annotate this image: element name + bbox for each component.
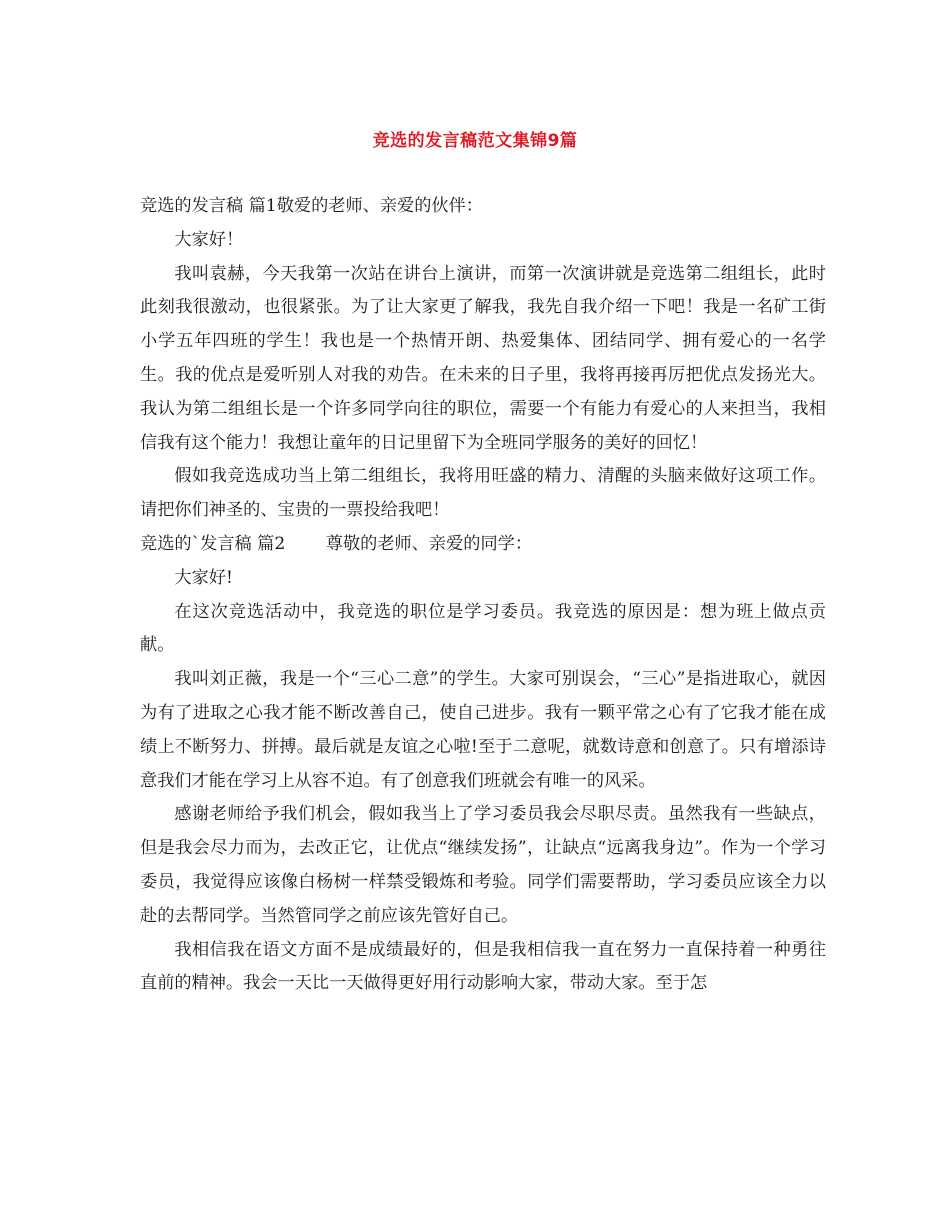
document-title: 竞选的发言稿范文集锦9篇 (372, 131, 578, 151)
paragraph-position: 在这次竞选活动中，我竞选的职位是学习委员。我竞选的原因是：想为班上做点贡献。 (140, 601, 826, 656)
paragraph-self-introduction: 我叫袁赫，今天我第一次站在讲台上演讲，而第一次演讲就是竞选第二组组长，此时此刻我很激动，也很紧张。为了让大家更了解我，我先自我介绍一下吧！我是一名矿工街小学五年四班的学生！我也是一个热情开朗、热爱集体、团结同学、拥有爱心的一名学生。我的优点是爱听别人对我的劝告。在未来的日子里，我将再接再厉把优点发扬光大。我认为第二组组长是一个许多同学向往的职位，需要一个有能力有爱心的人来担当，我相信我有这个能力！我想让童年的日记里留下为全班同学服务的美好的回忆！ (140, 263, 826, 453)
paragraph-closing-1: 假如我竞选成功当上第二组组长，我将用旺盛的精力、清醒的头脑来做好这项工作。请把你们神圣的、宝贵的一票投给我吧！ (140, 466, 826, 521)
paragraph-three-hearts: 我叫刘正薇，我是一个“三心二意”的学生。大家可别误会，“三心”是指进取心，就因为有了进取之心我才能不断改善自己，使自己进步。我有一颗平常之心有了它我才能在成绩上不断努力、拼搏。最后就是友谊之心啦!至于二意呢，就数诗意和创意了。只有增添诗意我们才能在学习上从容不迫。有了创意我们班就会有唯一的风采。 (140, 669, 826, 791)
paragraph-greeting-1: 大家好！ (174, 229, 244, 250)
section-heading-2: 竞选的`发言稿 篇2 尊敬的老师、亲爱的同学： (140, 533, 533, 554)
paragraph-greeting-2: 大家好! (174, 567, 233, 588)
paragraph-confidence: 我相信我在语文方面不是成绩最好的，但是我相信我一直在努力一直保持着一种勇往直前的精神。我会一天比一天做得更好用行动影响大家，带动大家。至于怎 (140, 939, 826, 994)
paragraph-thanks: 感谢老师给予我们机会，假如我当上了学习委员我会尽职尽责。虽然我有一些缺点，但是我会尽力而为，去改正它，让优点“继续发扬”，让缺点“远离我身边”。作为一个学习委员，我觉得应该像白杨树一样禁受锻炼和考验。同学们需要帮助，学习委员应该全力以赴的去帮同学。当然管同学之前应该先管好自己。 (140, 804, 826, 926)
document-body (140, 190, 826, 1001)
section-heading-1: 竞选的发言稿 篇1敬爱的老师、亲爱的伙伴： (140, 196, 483, 216)
